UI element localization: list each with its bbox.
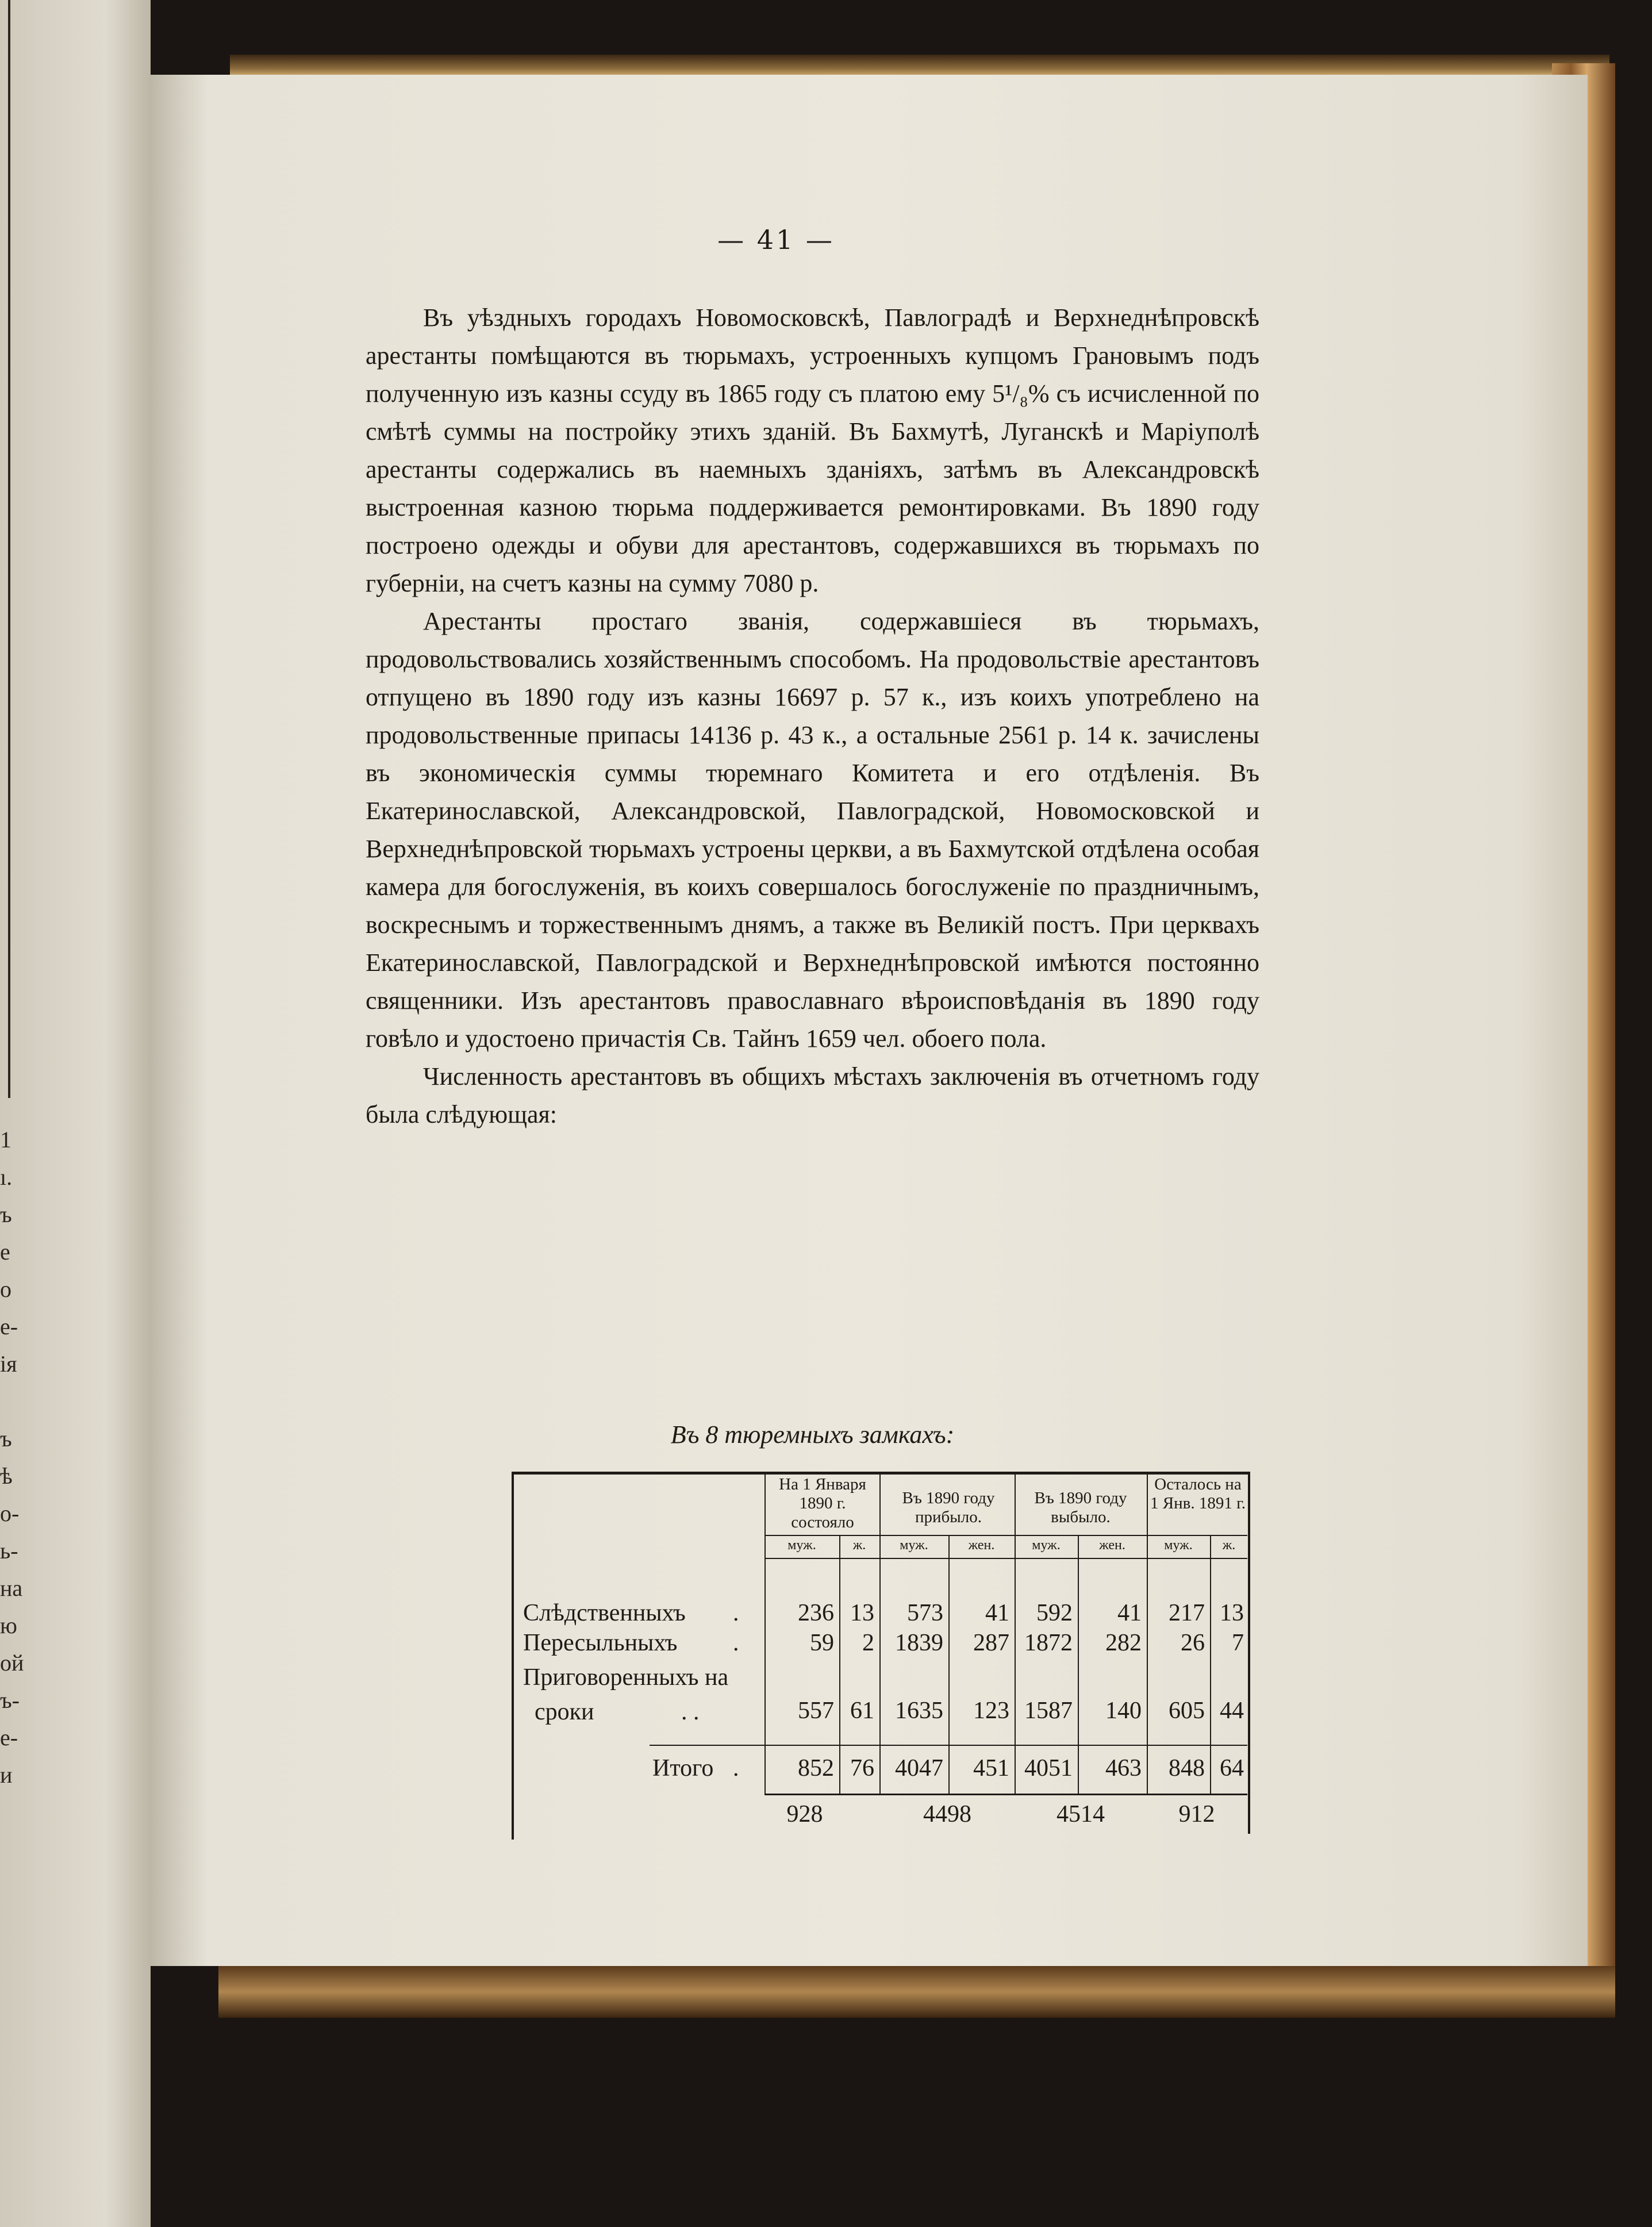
table-cell: 236 — [798, 1600, 834, 1626]
total-cell: 76 — [850, 1755, 874, 1781]
table-cell: 123 — [973, 1698, 1009, 1724]
table-cell: 7 — [1232, 1630, 1244, 1656]
total-cell: 451 — [973, 1755, 1009, 1781]
paragraph-2: Арестанты простаго званія, содержавшіеся въ тюрьмахъ, продовольствовались хозяйственнымъ способомъ. На продовольствіе арестантовъ отпущено въ 1890 году изъ казны 16697 р. 57 к., изъ коихъ употреблено на продовольственные припасы 14136 р. 43 к., а остальные 2561 р. 14 к. зачислены въ экономическія суммы тюремнаго Комитета и его отдѣленія. Въ Екатеринославской, Александровской, Павлоградской, Новомосковской и Верхнеднѣпровской тюрьмахъ устроены церкви, а въ Бахмутской отдѣлена особая камера для богослуженія, въ коихъ совершалось богослуженіе по праздничнымъ, воскреснымъ и торжественнымъ днямъ, а также въ Великій постъ. При церквахъ Екатеринославской, Павлоградской и Верхнеднѣпровской имѣются постоянно священники. Изъ арестантовъ православнаго вѣроисповѣданія въ 1890 году говѣло и удостоено причастія Св. Тайнъ 1659 чел. обоего пола. — [366, 607, 1259, 1053]
row-label-text: Слѣдственныхъ — [523, 1600, 686, 1626]
table-cell: 1587 — [1024, 1698, 1073, 1724]
table-cell: 1635 — [895, 1698, 943, 1724]
margin-letter: ь- — [0, 1538, 18, 1564]
row-label-dots: . — [733, 1630, 739, 1656]
row-label-dots: . — [733, 1600, 739, 1626]
table-cell: 140 — [1105, 1698, 1142, 1724]
table-cell: 282 — [1105, 1630, 1142, 1656]
table-cell: 59 — [810, 1630, 834, 1656]
table-cell: 13 — [1220, 1600, 1244, 1626]
paragraph-3: Численность арестантовъ въ общихъ мѣстахъ заключенія въ отчетномъ году была слѣдующая: — [366, 1062, 1259, 1128]
table-left-rule — [512, 1472, 514, 1840]
grand-total: 912 — [1178, 1801, 1215, 1827]
row-label-text: Пересыльныхъ — [523, 1630, 678, 1656]
row-label-dots: . — [733, 1755, 739, 1781]
table-caption: Въ 8 тюремныхъ замкахъ: — [670, 1420, 955, 1449]
total-cell: 4051 — [1024, 1755, 1073, 1781]
subheader-female: ж. — [852, 1538, 866, 1553]
row-label-transit — [523, 1628, 759, 1658]
subheader-male: муж. — [1164, 1538, 1193, 1553]
subheader-male: муж. — [900, 1538, 928, 1553]
table-cell: 287 — [973, 1630, 1009, 1656]
margin-letter: о — [0, 1276, 11, 1302]
header-departed-1890: Въ 1890 году выбыло. — [1034, 1489, 1127, 1526]
margin-letter: о- — [0, 1500, 20, 1526]
row-label-dots: . . — [681, 1699, 700, 1725]
table-cell: 1872 — [1024, 1630, 1073, 1656]
grand-total: 928 — [786, 1801, 823, 1827]
table-cell: 557 — [798, 1698, 834, 1724]
margin-letter: ю — [0, 1612, 17, 1638]
facing-page-edge — [0, 0, 151, 2227]
paragraph-1: Въ уѣздныхъ городахъ Новомосковскѣ, Павлоградѣ и Верхнеднѣпровскѣ арестанты помѣщаются въ тюрьмахъ, устроенныхъ купцомъ Грановымъ подъ полученную изъ казны ссуду въ 1865 году съ платою ему 5¹/₈% съ исчисленной по смѣтѣ суммы на постройку этихъ зданій. Въ Бахмутѣ, Луганскѣ и Маріуполѣ арестанты содержались въ наемныхъ зданіяхъ, затѣмъ въ Александровскѣ выстроенная казною тюрьма поддерживается ремонтировками. Въ 1890 году построено одежды и обуви для арестантовъ, содержавшихся въ тюрьмахъ по губерніи, на счетъ казны на сумму 7080 р. — [366, 304, 1259, 597]
table-cell: 13 — [850, 1600, 874, 1626]
table-cell: 26 — [1181, 1630, 1205, 1656]
header-start-1890: На 1 Января 1890 г. состояло — [779, 1475, 866, 1531]
grand-total: 4514 — [1056, 1801, 1105, 1827]
prisoner-count-table — [512, 1472, 1253, 1834]
margin-letter: ѣ — [0, 1463, 13, 1489]
margin-letter: ой — [0, 1650, 24, 1676]
table-cell: 592 — [1036, 1600, 1073, 1626]
table-cell: 2 — [862, 1630, 874, 1656]
table-right-rule — [1248, 1472, 1250, 1834]
margin-letter: ъ — [0, 1426, 12, 1452]
margin-letter: е- — [0, 1314, 18, 1339]
margin-letter: е- — [0, 1725, 18, 1750]
table-cell: 61 — [850, 1698, 874, 1724]
subheader-rule — [764, 1558, 1247, 1559]
header-remaining-1891: Осталось на 1 Янв. 1891 г. — [1150, 1475, 1246, 1512]
table-top-rule — [512, 1472, 1250, 1475]
row-label-text: Итого — [652, 1755, 714, 1781]
margin-letter — [0, 1383, 34, 1420]
margin-letter: 1 — [0, 1127, 11, 1153]
row-label-sentenced — [523, 1662, 759, 1692]
margin-letter: на — [0, 1575, 23, 1601]
facing-page-cut-text — [0, 1121, 34, 1794]
margin-letter: ъ — [0, 1201, 12, 1227]
row-label-text: сроки — [535, 1699, 594, 1725]
subheader-female: жен. — [1099, 1538, 1125, 1553]
bottom-rule — [764, 1794, 1247, 1795]
table-cell: 573 — [907, 1600, 943, 1626]
subheader-male: муж. — [787, 1538, 816, 1553]
table-cell: 41 — [985, 1600, 1009, 1626]
table-cell: 44 — [1220, 1698, 1244, 1724]
margin-letter: и — [0, 1762, 13, 1788]
page-number: — 41 — — [717, 224, 835, 255]
table-cell: 41 — [1117, 1600, 1142, 1626]
grand-total: 4498 — [923, 1801, 971, 1827]
total-cell: 4047 — [895, 1755, 943, 1781]
row-label-text: Приговоренныхъ на — [523, 1664, 729, 1691]
facing-page-rule — [8, 0, 10, 1098]
total-rule — [650, 1745, 1247, 1746]
margin-letter: ъ- — [0, 1687, 20, 1713]
body-text — [366, 299, 1259, 1134]
margin-letter: е — [0, 1239, 10, 1265]
header-arrived-1890: Въ 1890 году прибыло. — [902, 1489, 995, 1526]
subheader-male: муж. — [1032, 1538, 1061, 1553]
total-cell: 848 — [1169, 1755, 1205, 1781]
total-cell: 463 — [1105, 1755, 1142, 1781]
subheader-female: ж. — [1222, 1538, 1236, 1553]
total-cell: 852 — [798, 1755, 834, 1781]
row-label-investigative — [523, 1598, 759, 1628]
header-rule — [764, 1535, 1247, 1536]
margin-letter: ı. — [0, 1164, 13, 1190]
table-cell: 217 — [1169, 1600, 1205, 1626]
book-cover-bottom-edge — [218, 1966, 1615, 2018]
margin-letter: ія — [0, 1351, 17, 1377]
table-cell: 1839 — [895, 1630, 943, 1656]
table-cell: 605 — [1169, 1698, 1205, 1724]
total-cell: 64 — [1220, 1755, 1244, 1781]
subheader-female: жен. — [968, 1538, 995, 1553]
